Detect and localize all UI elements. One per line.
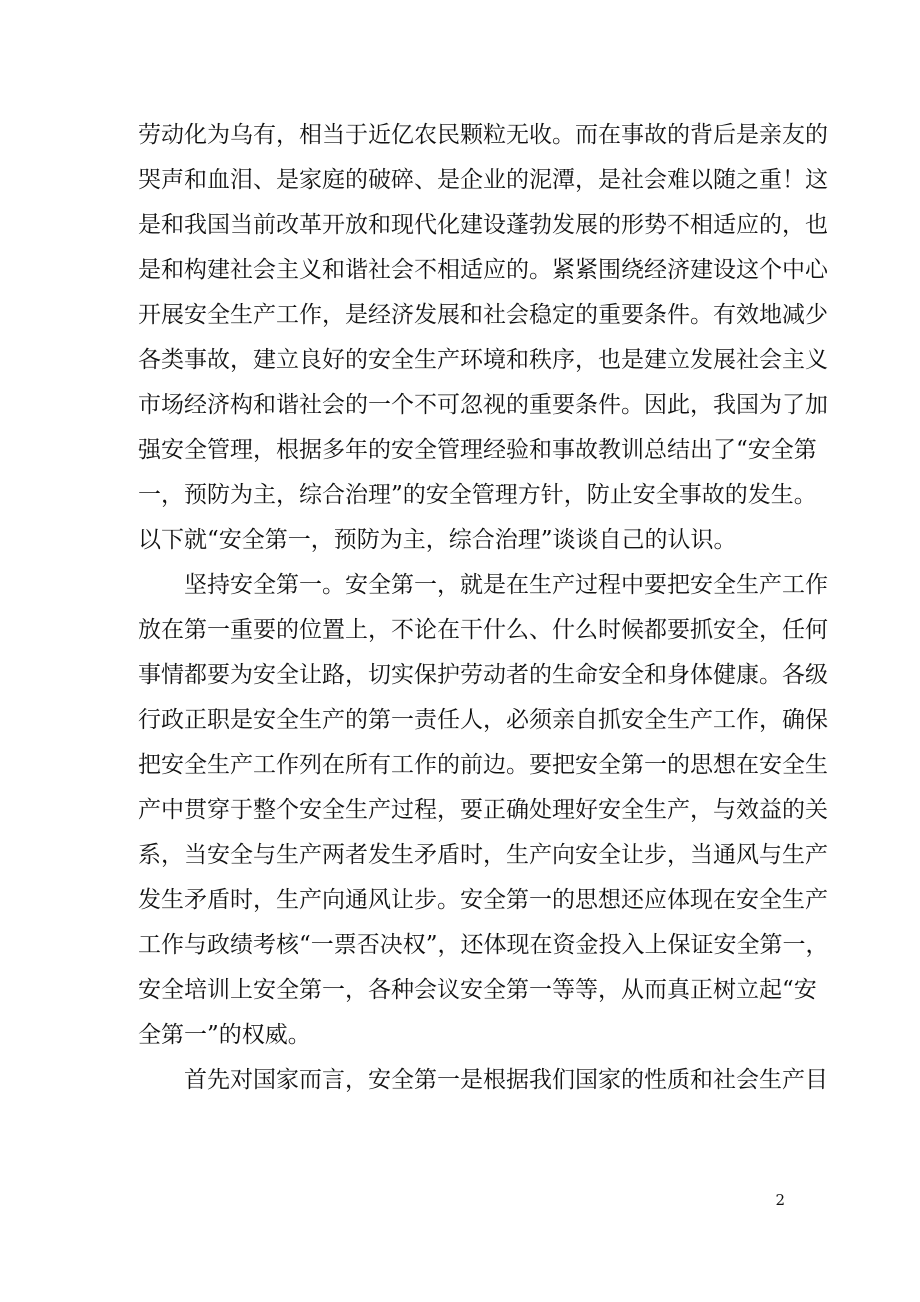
paragraph-first-line: 首先对国家而言，安全第一是根据我们国家的性质和社会生产目 bbox=[184, 1067, 828, 1093]
text-line: 工作与政绩考核“一票否决权”，还体现在资金投入上保证安全第一， bbox=[138, 932, 829, 958]
text-line: 发生矛盾时，生产向通风让步。安全第一的思想还应体现在安全生产 bbox=[138, 887, 828, 913]
text-line: 是和我国当前改革开放和现代化建设蓬勃发展的形势不相适应的，也 bbox=[138, 212, 828, 238]
text-line: 行政正职是安全生产的第一责任人，必须亲自抓安全生产工作，确保 bbox=[138, 707, 828, 733]
text-line: 产中贯穿于整个安全生产过程，要正确处理好安全生产，与效益的关 bbox=[138, 797, 828, 823]
paragraph-end-line: 全第一”的权威。 bbox=[138, 1022, 311, 1048]
text-line: 哭声和血泪、是家庭的破碎、是企业的泥潭，是社会难以随之重！这 bbox=[138, 167, 828, 193]
text-line: 开展安全生产工作，是经济发展和社会稳定的重要条件。有效地减少 bbox=[138, 302, 828, 328]
paragraph-end-line: 以下就“安全第一，预防为主，综合治理”谈谈自己的认识。 bbox=[138, 527, 737, 553]
text-line: 把安全生产工作列在所有工作的前边。要把安全第一的思想在安全生 bbox=[138, 752, 828, 778]
page-number: 2 bbox=[775, 1191, 785, 1209]
text-line: 各类事故，建立良好的安全生产环境和秩序，也是建立发展社会主义 bbox=[138, 347, 828, 373]
text-line: 强安全管理，根据多年的安全管理经验和事故教训总结出了“安全第 bbox=[138, 437, 817, 463]
text-line: 市场经济构和谐社会的一个不可忽视的重要条件。因此，我国为了加 bbox=[138, 392, 828, 418]
text-line: 劳动化为乌有，相当于近亿农民颗粒无收。而在事故的背后是亲友的 bbox=[138, 122, 828, 148]
text-line: 是和构建社会主义和谐社会不相适应的。紧紧围绕经济建设这个中心 bbox=[138, 257, 828, 283]
text-line: 安全培训上安全第一，各种会议安全第一等等，从而真正树立起“安 bbox=[138, 977, 817, 1003]
text-line: 一，预防为主，综合治理”的安全管理方针，防止安全事故的发生。 bbox=[138, 482, 817, 508]
text-line: 放在第一重要的位置上，不论在干什么、什么时候都要抓安全，任何 bbox=[138, 617, 828, 643]
paragraph-first-line: 坚持安全第一。安全第一，就是在生产过程中要把安全生产工作 bbox=[184, 572, 828, 598]
text-line: 系，当安全与生产两者发生矛盾时，生产向安全让步，当通风与生产 bbox=[138, 842, 828, 868]
text-line: 事情都要为安全让路，切实保护劳动者的生命安全和身体健康。各级 bbox=[138, 662, 828, 688]
